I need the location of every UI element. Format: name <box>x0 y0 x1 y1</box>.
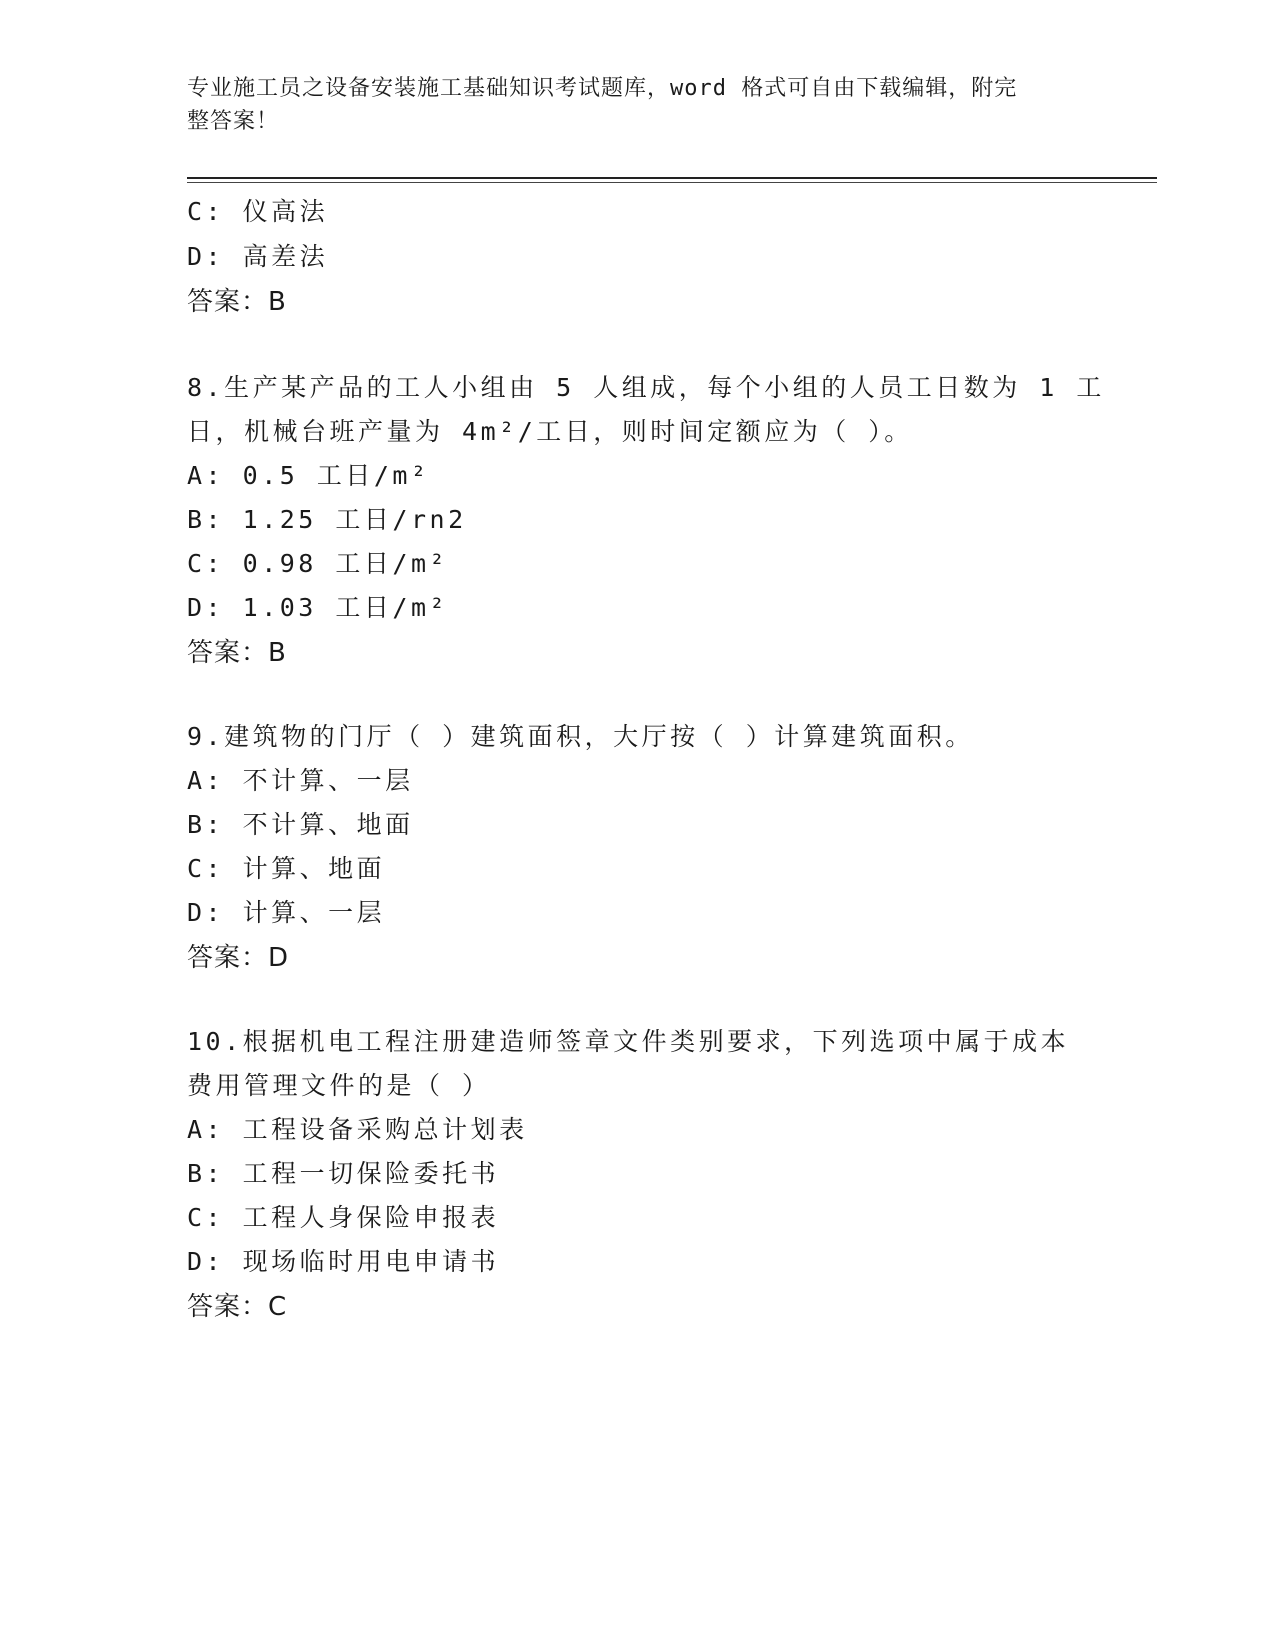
q8-option-d: D: 1.03 工日/m² <box>187 593 449 622</box>
header-line-1: 专业施工员之设备安装施工基础知识考试题库，word 格式可自由下载编辑，附完 <box>187 76 1018 101</box>
header-divider-thick <box>187 177 1157 179</box>
q9-option-d: D: 计算、一层 <box>187 898 386 927</box>
q9-option-c: C: 计算、地面 <box>187 854 386 883</box>
q10-stem-line-1: 10.根据机电工程注册建造师签章文件类别要求，下列选项中属于成本 <box>187 1027 1070 1056</box>
header-divider-thin <box>187 182 1157 183</box>
q7-option-c: C: 仪高法 <box>187 197 329 226</box>
q9-stem-line-1: 9.建筑物的门厅（ ）建筑面积，大厅按（ ）计算建筑面积。 <box>187 722 974 751</box>
q10-option-c: C: 工程人身保险申报表 <box>187 1203 500 1232</box>
q8-stem-line-2: 日，机械台班产量为 4m²/工日，则时间定额应为（ ）。 <box>187 417 913 446</box>
q10-option-d: D: 现场临时用电申请书 <box>187 1247 500 1276</box>
q10-stem-line-2: 费用管理文件的是（ ） <box>187 1071 491 1100</box>
q10-answer: 答案：C <box>187 1292 288 1322</box>
q9-option-a: A: 不计算、一层 <box>187 766 414 795</box>
q10-option-a: A: 工程设备采购总计划表 <box>187 1115 528 1144</box>
q7-option-d: D: 高差法 <box>187 242 329 271</box>
q8-stem-line-1: 8.生产某产品的工人小组由 5 人组成，每个小组的人员工日数为 1 工 <box>187 373 1105 402</box>
header-line-2: 整答案！ <box>187 109 280 134</box>
q8-option-c: C: 0.98 工日/m² <box>187 549 449 578</box>
q9-option-b: B: 不计算、地面 <box>187 810 414 839</box>
document-header <box>187 72 1067 138</box>
q7-answer: 答案：B <box>187 287 287 317</box>
q10-option-b: B: 工程一切保险委托书 <box>187 1159 500 1188</box>
q8-option-b: B: 1.25 工日/rn2 <box>187 505 467 534</box>
q8-answer: 答案：B <box>187 638 287 668</box>
q9-answer: 答案：D <box>187 943 290 973</box>
q8-option-a: A: 0.5 工日/m² <box>187 461 430 490</box>
